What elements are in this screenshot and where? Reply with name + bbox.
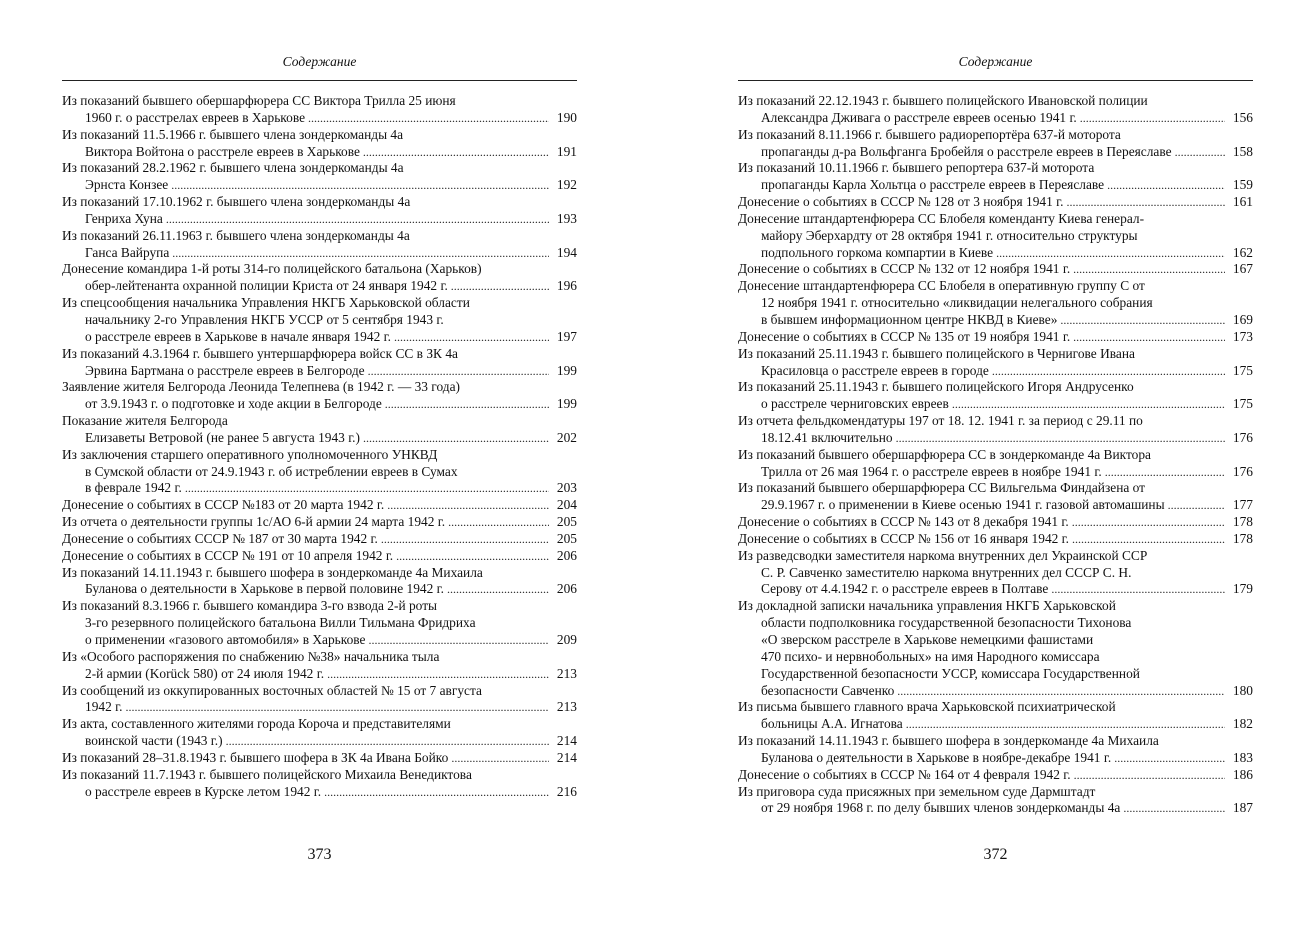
toc-entry-text: воинской части (1943 г.) [85,733,223,749]
toc-entry-last-line [62,363,577,380]
toc-entry [62,767,577,801]
toc-page-number: 216 [556,783,577,799]
toc-page-number: 186 [1232,766,1253,782]
dot-leader [952,396,1225,413]
toc-page-number: 167 [1232,261,1253,277]
toc-entry-last-line [62,430,577,447]
toc-entry-text: Из показаний 22.12.1943 г. бывшего полицейского Ивановской полиции [738,93,1148,108]
toc-entry [62,127,577,161]
toc-entry-last-line [62,514,577,531]
toc-entry-last-line [62,144,577,161]
toc-entry [738,93,1253,127]
toc-entry [738,767,1253,784]
dot-leader [1105,464,1225,481]
toc-entry-last-line [738,396,1253,413]
toc-entry-last-line [738,177,1253,194]
toc-entry-text: Из заключения старшего оперативного уполномоченного УНКВД [62,446,438,462]
toc-page-number: 176 [1232,429,1253,445]
toc-entry [738,194,1253,211]
toc-page-number: 175 [1232,396,1253,412]
toc-entry [738,447,1253,481]
dot-leader [172,245,549,262]
toc-entry-text: Серову от 4.4.1942 г. о расстреле евреев в Полтаве [761,581,1049,597]
toc-entry-last-line [62,278,577,295]
toc-entry [738,480,1253,514]
toc-entry [62,160,577,194]
toc-entry [62,649,577,683]
toc-page-number: 190 [556,109,577,125]
toc-page-number: 197 [556,328,577,344]
dot-leader [1080,110,1225,127]
toc-entry-text: о расстреле евреев в Харькове в начале января 1942 г. [85,328,391,344]
toc-entry-text: 1960 г. о расстрелах евреев в Харькове [85,109,306,125]
toc-entry [62,683,577,717]
toc-entry-last-line [738,110,1253,127]
toc-entry-text: Донесение штандартенфюрера СС Блобеля коменданту Киева генерал- [738,210,1145,226]
toc-page-number: 156 [1232,109,1253,125]
toc-page-number: 173 [1232,328,1253,344]
toc-entry-last-line [738,750,1253,767]
right-page [738,0,1253,928]
toc-entry-text: Донесение командира 1-й роты 314-го полицейского батальона (Харьков) [62,261,482,277]
toc-list [738,93,1253,817]
dot-leader [451,278,549,295]
toc-page-number: 199 [556,396,577,412]
toc-entry [62,93,577,127]
toc-entry-last-line [738,716,1253,733]
toc-page-number: 214 [556,733,577,749]
toc-entry-last-line [738,329,1253,346]
dot-leader [1168,497,1225,514]
dot-leader [368,632,549,649]
toc-page-number: 162 [1232,244,1253,260]
toc-entry-text: Из показаний 11.5.1966 г. бывшего члена зондеркоманды 4а [62,126,404,142]
header-rule [62,80,577,81]
toc-entry-text: Донесение штандартенфюрера СС Блобеля в оперативную группу С от [738,278,1145,294]
toc-entry-text: Заявление жителя Белгорода Леонида Телепнева (в 1942 г. — 33 года) [62,379,460,395]
toc-entry [62,447,577,498]
toc-entry [738,531,1253,548]
dot-leader [451,750,549,767]
toc-entry-last-line [62,110,577,127]
toc-entry-text: «О зверском расстреле в Харькове немецкими фашистами [761,632,1094,647]
toc-entry-text: Показание жителя Белгорода [62,413,228,429]
toc-entry-text: Донесение о событиях в СССР № 164 от 4 февраля 1942 г. [738,766,1071,782]
toc-page-number: 158 [1232,143,1253,159]
toc-page-number: 209 [556,632,577,647]
toc-entry-last-line [738,531,1253,548]
toc-entry-last-line [62,733,577,750]
toc-entry [738,784,1253,818]
toc-entry-text: Генриха Хуна [85,210,163,226]
toc-entry-text: Из акта, составленного жителями города Короча и представителями [62,716,451,732]
dot-leader [906,716,1225,733]
toc-entry-last-line [738,194,1253,211]
toc-entry [62,598,577,649]
toc-entry-text: пропаганды д-ра Вольфганга Бробейля о расстреле евреев в Переяславе [761,143,1172,159]
toc-entry-text: 1942 г. [85,699,123,715]
toc-entry [738,329,1253,346]
dot-leader [185,480,549,497]
toc-entry-text: подпольного горкома компартии в Киеве [761,244,994,260]
header-rule [738,80,1253,81]
toc-entry-text: Донесение о событиях в СССР № 191 от 10 апреля 1942 г. [62,547,394,563]
toc-entry [62,514,577,531]
toc-entry-last-line [738,497,1253,514]
toc-entry [738,278,1253,329]
toc-entry [62,379,577,413]
toc-entry-text: Из показаний 8.11.1966 г. бывшего радиорепортёра 637-й моторота [738,126,1121,142]
toc-entry-text: Из показаний 26.11.1963 г. бывшего члена зондеркоманды 4а [62,227,410,243]
dot-leader [897,683,1225,700]
toc-page-number: 199 [556,362,577,378]
dot-leader [308,110,549,127]
toc-entry [62,497,577,514]
toc-entry-last-line [62,245,577,262]
toc-entry-text: Донесение о событиях СССР № 187 от 30 марта 1942 г. [62,530,378,546]
toc-entry [738,413,1253,447]
toc-entry-text: в феврале 1942 г. [85,480,182,496]
toc-entry-last-line [738,363,1253,380]
toc-page-number: 175 [1232,362,1253,378]
toc-entry [62,413,577,447]
toc-entry-text: Александра Дживага о расстреле евреев осенью 1941 г. [761,109,1077,125]
dot-leader [171,177,549,194]
toc-entry-text: начальнику 2-го Управления НКГБ УССР от 5 сентября 1943 г. [85,311,444,327]
toc-entry-text: Из показаний 4.3.1964 г. бывшего унтершарфюрера войск СС в ЗК 4а [62,345,458,361]
toc-entry-text: Буланова о деятельности в Харькове в ноябре-декабре 1941 г. [761,749,1112,765]
page-number: 372 [983,846,1008,863]
toc-entry-text: от 29 ноября 1968 г. по делу бывших членов зондеркоманды 4а [761,800,1121,816]
toc-entry-text: Эрнста Конзее [85,177,169,193]
toc-entry-last-line [62,396,577,413]
toc-page-number: 193 [556,210,577,226]
toc-entry-last-line [738,245,1253,262]
dot-leader [448,514,549,531]
toc-entry [62,194,577,228]
toc-page-number: 192 [556,177,577,193]
toc-entry-text: Донесение о событиях в СССР № 143 от 8 декабря 1941 г. [738,514,1069,530]
dot-leader [363,144,549,161]
toc-page-number: 203 [556,480,577,496]
toc-entry-text: С. Р. Савченко заместителю наркома внутренних дел СССР С. Н. [761,564,1132,580]
toc-entry-text: Донесение о событиях в СССР № 132 от 12 ноября 1941 г. [738,261,1071,277]
toc-entry-text: Из показаний 25.11.1943 г. бывшего полицейского Игоря Андрусенко [738,379,1134,395]
dot-leader [387,497,549,514]
toc-entry-text: Из «Особого распоряжения по снабжению №38» начальника тыла [62,648,440,664]
toc-entry-text: Из показаний 8.3.1966 г. бывшего командира 3-го взвода 2-й роты [62,598,438,614]
toc-entry [62,295,577,346]
toc-entry-text: Из докладной записки начальника управления НКГБ Харьковской [738,598,1116,614]
toc-entry-text: безопасности Савченко [761,682,895,698]
toc-entry-text: в Сумской области от 24.9.1943 г. об истреблении евреев в Сумах [85,463,458,479]
toc-entry-last-line [62,480,577,497]
toc-entry-text: о расстреле евреев в Курске летом 1942 г. [85,783,322,799]
toc-entry-text: Из отчета о деятельности группы 1с/АО 6-й армии 24 марта 1942 г. [62,514,446,530]
toc-entry-text: Донесение о событиях в СССР № 135 от 19 ноября 1941 г. [738,328,1071,344]
dot-leader [226,733,549,750]
dot-leader [327,666,549,683]
dot-leader [396,548,549,565]
toc-entry [62,346,577,380]
toc-entry [738,346,1253,380]
toc-page-number: 206 [556,581,577,597]
toc-page-number: 191 [556,143,577,159]
toc-entry-text: Из показаний 14.11.1943 г. бывшего шофера в зондеркоманде 4а Михаила [62,564,483,580]
dot-leader [1073,261,1225,278]
toc-page-number: 179 [1232,581,1253,597]
running-head: Содержание [958,54,1033,69]
toc-entry-last-line [738,581,1253,598]
dot-leader [447,581,549,598]
dot-leader [363,430,549,447]
toc-page-number: 196 [556,278,577,294]
toc-entry-last-line [62,177,577,194]
dot-leader [996,245,1225,262]
toc-page-number: 177 [1232,497,1253,513]
toc-entry [738,127,1253,161]
dot-leader [992,363,1225,380]
toc-entry-last-line [62,666,577,683]
running-head: Содержание [282,54,357,69]
toc-entry-text: Донесение о событиях в СССР № 128 от 3 ноября 1941 г. [738,194,1064,210]
dot-leader [1107,177,1225,194]
toc-entry-last-line [62,699,577,716]
toc-page-number: 178 [1232,514,1253,530]
toc-entry-text: 18.12.41 включительно [761,429,893,445]
toc-page-number: 178 [1232,530,1253,546]
toc-entry [738,211,1253,262]
toc-entry-text: Буланова о деятельности в Харькове в первой половине 1942 г. [85,581,444,597]
dot-leader [1114,750,1225,767]
toc-entry-last-line [738,430,1253,447]
toc-entry-last-line [738,683,1253,700]
toc-page-number: 204 [556,497,577,513]
toc-entry-text: 3-го резервного полицейского батальона Вилли Тильмана Фридриха [85,615,476,631]
toc-list [62,93,577,800]
dot-leader [1072,531,1225,548]
toc-page-number: 176 [1232,463,1253,479]
dot-leader [166,211,549,228]
toc-entry [62,228,577,262]
toc-entry-text: Из показаний 10.11.1966 г. бывшего репортера 637-й моторота [738,160,1095,176]
toc-page-number: 214 [556,749,577,765]
dot-leader [1074,767,1225,784]
toc-entry [738,733,1253,767]
toc-entry-text: Эрвина Бартмана о расстреле евреев в Белгороде [85,362,365,378]
toc-entry [62,548,577,565]
toc-entry-text: области подполковника государственной безопасности Тихонова [761,615,1132,631]
toc-entry-text: Государственной безопасности УССР, комиссара Государственной [761,665,1140,681]
toc-entry [738,261,1253,278]
toc-entry-text: 2-й армии (Korück 580) от 24 июля 1942 г. [85,665,325,681]
toc-entry-last-line [62,497,577,514]
toc-entry [738,699,1253,733]
toc-entry-text: Из показаний бывшего обершарфюрера СС Вильгельма Финдайзена от [738,480,1146,496]
toc-entry-last-line [738,312,1253,329]
toc-page-number: 194 [556,244,577,260]
dot-leader [1051,581,1225,598]
toc-page-number: 205 [556,530,577,546]
toc-entry [738,514,1253,531]
toc-page-number: 159 [1232,177,1253,193]
toc-entry-text: Из показаний 14.11.1943 г. бывшего шофера в зондеркоманде 4а Михаила [738,733,1159,749]
toc-entry-last-line [62,531,577,548]
toc-entry-text: Из показаний 28–31.8.1943 г. бывшего шофера в ЗК 4а Ивана Бойко [62,749,449,765]
toc-entry-text: Из отчета фельдкомендатуры 197 от 18. 12. 1941 г. за период с 29.11 по [738,413,1143,429]
toc-page-number: 202 [556,429,577,445]
toc-entry-last-line [738,514,1253,531]
toc-page-number: 206 [556,547,577,563]
toc-entry-text: 29.9.1967 г. о применении в Киеве осенью 1941 г. газовой автомашины [761,497,1165,513]
dot-leader [324,784,549,801]
toc-entry-text: от 3.9.1943 г. о подготовке и ходе акции в Белгороде [85,396,382,412]
toc-entry-text: Из показаний 11.7.1943 г. бывшего полицейского Михаила Венедиктова [62,766,472,782]
toc-entry-last-line [738,800,1253,817]
toc-entry-last-line [738,767,1253,784]
dot-leader [385,396,549,413]
toc-entry [738,379,1253,413]
dot-leader [1123,800,1225,817]
toc-entry-text: Донесение о событиях в СССР №183 от 20 марта 1942 г. [62,497,385,513]
toc-entry [62,565,577,599]
toc-entry-text: Из письма бывшего главного врача Харьковской психиатрической [738,699,1116,715]
toc-page-number: 180 [1232,682,1253,698]
toc-entry-last-line [62,784,577,801]
toc-entry-text: Ганса Вайрупа [85,244,170,260]
toc-entry-text: Из показаний 17.10.1962 г. бывшего члена зондеркоманды 4а [62,194,411,210]
toc-entry-text: Елизаветы Ветровой (не ранее 5 августа 1943 г.) [85,429,360,445]
dot-leader [1073,329,1225,346]
toc-entry-text: обер-лейтенанта охранной полиции Криста от 24 января 1942 г. [85,278,448,294]
toc-entry [62,531,577,548]
toc-entry-last-line [738,144,1253,161]
toc-entry-text: 470 психо- и нервнобольных» на имя Народного комиссара [761,648,1100,664]
dot-leader [394,329,549,346]
toc-page-number: 161 [1232,194,1253,210]
toc-entry-text: о расстреле черниговских евреев [761,396,949,412]
toc-entry-last-line [738,464,1253,481]
toc-entry-text: майору Эберхардту от 28 октября 1941 г. относительно структуры [761,227,1138,243]
toc-entry-text: Донесение о событиях в СССР № 156 от 16 января 1942 г. [738,530,1070,546]
toc-entry-last-line [62,548,577,565]
toc-entry-text: Виктора Войтона о расстреле евреев в Харькове [85,143,360,159]
toc-page-number: 205 [556,514,577,530]
dot-leader [125,699,549,716]
toc-entry-last-line [62,632,577,649]
toc-page-number: 187 [1232,800,1253,816]
toc-entry-text: Из приговора суда присяжных при земельном суде Дармштадт [738,783,1096,799]
toc-entry [62,261,577,295]
toc-page-number: 183 [1232,749,1253,765]
dot-leader [1072,514,1225,531]
toc-entry-text: Из сообщений из оккупированных восточных областей № 15 от 7 августа [62,682,482,698]
dot-leader [381,531,549,548]
toc-entry [62,716,577,750]
toc-entry-last-line [62,329,577,346]
toc-entry-text: о применении «газового автомобиля» в Харькове [85,632,366,647]
toc-page-number: 169 [1232,311,1253,327]
dot-leader [896,430,1225,447]
toc-entry-last-line [62,750,577,767]
toc-entry [738,548,1253,599]
toc-entry-text: Из показаний 28.2.1962 г. бывшего члена зондеркоманды 4а [62,160,404,176]
toc-entry [62,750,577,767]
toc-entry-last-line [738,261,1253,278]
toc-entry-text: пропаганды Карла Хольтца о расстреле евреев в Переяславе [761,177,1105,193]
toc-entry-last-line [62,211,577,228]
dot-leader [1060,312,1225,329]
page-number: 373 [307,846,332,863]
dot-leader [1066,194,1225,211]
toc-entry-text: в бывшем информационном центре НКВД в Киеве» [761,311,1058,327]
toc-entry [738,160,1253,194]
toc-page-number: 213 [556,699,577,715]
toc-entry [738,598,1253,699]
left-page [62,0,577,928]
toc-page-number: 182 [1232,716,1253,732]
toc-entry-text: Из показаний бывшего обершарфюрера СС Виктора Трилла 25 июня [62,93,456,108]
dot-leader [368,363,549,380]
toc-entry-text: 12 ноября 1941 г. относительно «ликвидации нелегального собрания [761,295,1153,311]
toc-page-number: 213 [556,665,577,681]
toc-entry-text: Из показаний 25.11.1943 г. бывшего полицейского в Чернигове Ивана [738,345,1135,361]
toc-entry-text: Из разведсводки заместителя наркома внутренних дел Украинской ССР [738,547,1148,563]
toc-entry-text: Трилла от 26 мая 1964 г. о расстреле евреев в ноябре 1941 г. [761,463,1102,479]
toc-entry-text: больницы А.А. Игнатова [761,716,903,732]
dot-leader [1175,144,1225,161]
toc-entry-text: Красиловца о расстреле евреев в городе [761,362,989,378]
toc-entry-text: Из показаний бывшего обершарфюрера СС в зондеркоманде 4а Виктора [738,446,1151,462]
toc-entry-text: Из спецсообщения начальника Управления НКГБ Харьковской области [62,295,470,311]
toc-entry-last-line [62,581,577,598]
